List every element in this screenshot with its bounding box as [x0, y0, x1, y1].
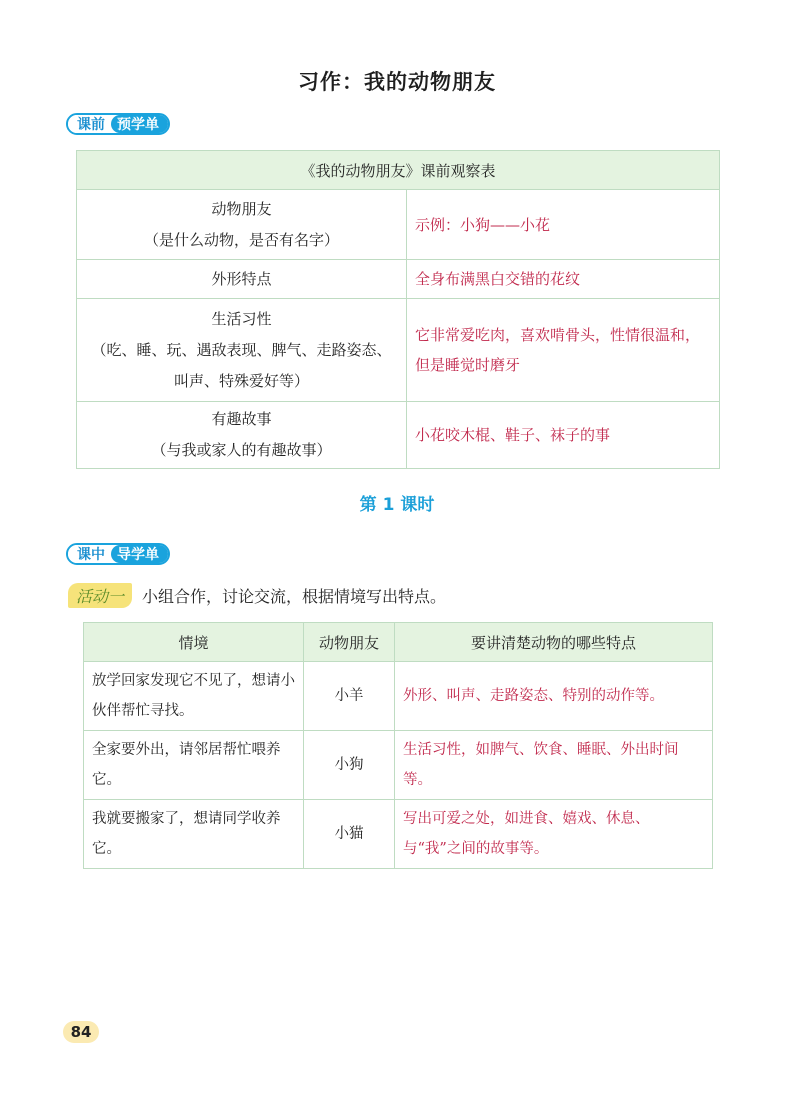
row-answer: 全身布满黑白交错的花纹	[407, 260, 720, 299]
table-row	[77, 299, 720, 402]
situation-cell: 全家要外出，请邻居帮忙喂养它。	[84, 731, 304, 800]
row-label	[77, 402, 407, 469]
table-header-row	[84, 623, 713, 662]
table-row	[77, 402, 720, 469]
pre-class-badge	[66, 113, 170, 135]
situation-cell: 我就要搬家了，想请同学收养它。	[84, 800, 304, 869]
animal-cell: 小猫	[304, 800, 395, 869]
row-label-line: 生活习性	[211, 309, 272, 328]
row-label-line: （是什么动物，是否有名字）	[143, 230, 339, 249]
column-header: 动物朋友	[304, 623, 395, 662]
features-cell: 生活习性，如脾气、饮食、睡眠、外出时间等。	[395, 731, 713, 800]
features-cell: 写出可爱之处，如进食、嬉戏、休息、与“我”之间的故事等。	[395, 800, 713, 869]
animal-cell: 小狗	[304, 731, 395, 800]
observation-table	[76, 150, 720, 469]
scenario-table	[83, 622, 713, 869]
pre-class-badge-part1: 课前	[68, 115, 111, 133]
activity-heading	[68, 583, 446, 608]
row-label-line: 动物朋友	[211, 199, 272, 218]
table-row	[77, 190, 720, 260]
row-label-line: 外形特点	[211, 269, 272, 288]
activity-tag: 活动一	[68, 583, 132, 608]
table-row	[77, 260, 720, 299]
column-header: 情境	[84, 623, 304, 662]
row-answer: 它非常爱吃肉，喜欢啃骨头，性情很温和，但是睡觉时磨牙	[407, 299, 720, 402]
animal-cell: 小羊	[304, 662, 395, 731]
row-answer: 示例：小狗——小花	[407, 190, 720, 260]
row-label-line: 有趣故事	[211, 410, 272, 428]
row-label-line: （与我或家人的有趣故事）	[151, 441, 332, 459]
features-cell: 外形、叫声、走路姿态、特别的动作等。	[395, 662, 713, 731]
row-label-line: 叫声、特殊爱好等）	[173, 371, 309, 390]
table-row	[84, 731, 713, 800]
activity-instruction: 小组合作，讨论交流，根据情境写出特点。	[142, 587, 447, 606]
table-row	[84, 662, 713, 731]
row-answer: 小花咬木棍、鞋子、袜子的事	[407, 402, 720, 469]
row-label	[77, 299, 407, 402]
row-label-line: （吃、睡、玩、遇敌表现、脾气、走路姿态、	[91, 340, 392, 359]
page-title: 习作：我的动物朋友	[298, 70, 496, 94]
row-label	[77, 260, 407, 299]
observation-table-header: 《我的动物朋友》课前观察表	[77, 151, 720, 190]
table-row	[84, 800, 713, 869]
row-label	[77, 190, 407, 260]
column-header: 要讲清楚动物的哪些特点	[395, 623, 713, 662]
in-class-badge	[66, 543, 170, 565]
pre-class-badge-part2: 预学单	[111, 115, 168, 133]
lesson-title: 第 1 课时	[359, 495, 435, 515]
in-class-badge-part2: 导学单	[111, 545, 168, 563]
page-number: 84	[63, 1021, 99, 1043]
in-class-badge-part1: 课中	[68, 545, 111, 563]
situation-cell: 放学回家发现它不见了，想请小伙伴帮忙寻找。	[84, 662, 304, 731]
